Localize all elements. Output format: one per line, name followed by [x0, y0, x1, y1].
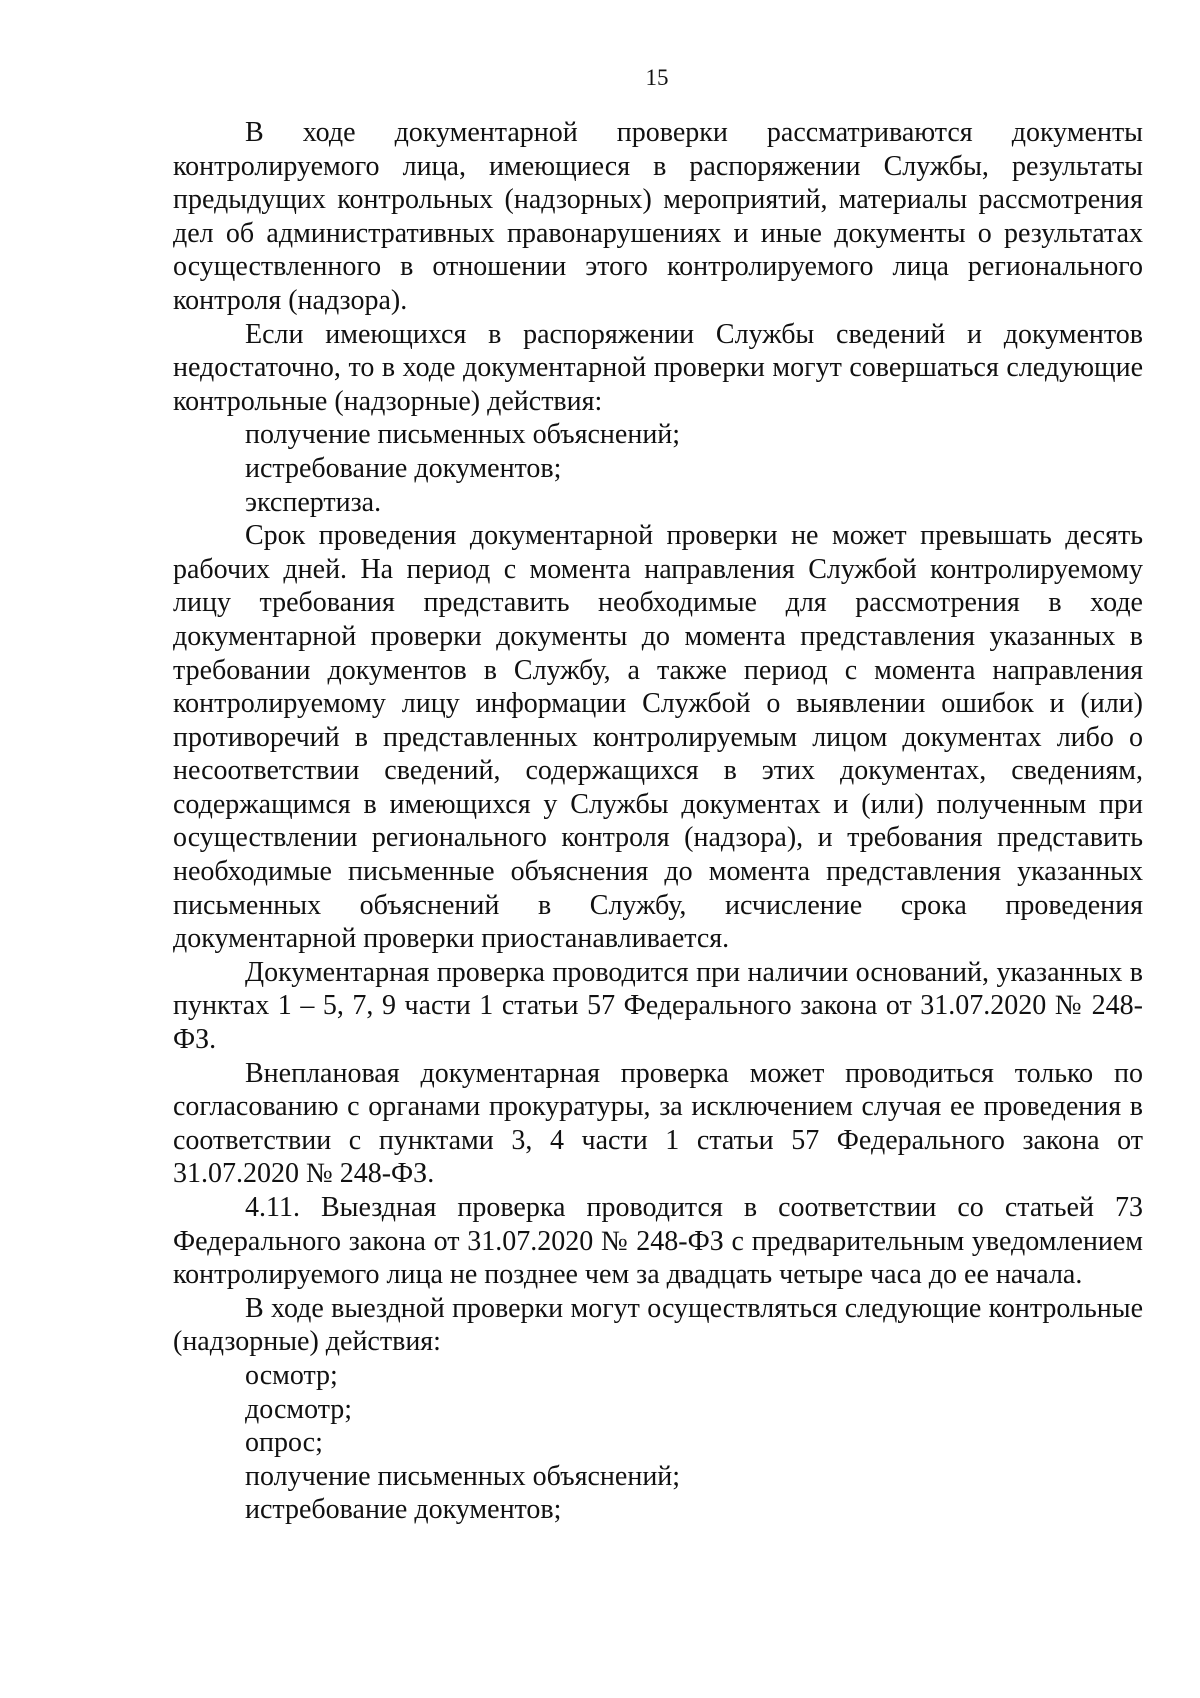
paragraph-unscheduled-review: Внеплановая документарная проверка может проводиться только по согласованию с органами прокуратуры, за исключением случая ее проведения в соответствии с пунктами 3, 4 части 1 статьи 57 Федерального закона от 31.07.2020 № 248-ФЗ. — [173, 1057, 1143, 1190]
list-item: получение письменных объяснений; — [245, 419, 681, 451]
list-item: истребование документов; — [245, 452, 562, 484]
paragraph-onsite-actions: В ходе выездной проверки могут осуществляться следующие контрольные (надзорные) действия: — [173, 1292, 1143, 1358]
paragraph-documentary-review-scope: В ходе документарной проверки рассматриваются документы контролируемого лица, имеющиеся в распоряжении Службы, результаты предыдущих контрольных (надзорных) мероприятий, материалы рассмотрения дел об административных правонарушениях и иные документы о результатах осуществленного в отношении этого контролируемого лица регионального контроля (надзора). — [173, 117, 1143, 316]
list-item: опрос; — [245, 1427, 323, 1459]
list-item: экспертиза. — [245, 486, 382, 518]
list-item: истребование документов; — [245, 1494, 562, 1526]
paragraph-insufficient-information: Если имеющихся в распоряжении Службы сведений и документов недостаточно, то в ходе документарной проверки могут совершаться следующие контрольные (надзорные) действия: — [173, 318, 1143, 417]
paragraph-onsite-inspection: 4.11. Выездная проверка проводится в соответствии со статьей 73 Федерального закона от 31.07.2020 № 248-ФЗ с предварительным уведомлением контролируемого лица не позднее чем за двадцать четыре часа до ее начала. — [173, 1192, 1143, 1291]
list-item: досмотр; — [245, 1393, 353, 1425]
document-body — [173, 116, 1143, 1527]
list-item: получение письменных объяснений; — [245, 1460, 681, 1492]
paragraph-review-duration: Срок проведения документарной проверки не может превышать десять рабочих дней. На период с момента направления Службой контролируемому лицу требования представить необходимые для рассмотрения в ходе документарной проверки документы до момента представления указанных в требовании документов в Службу, а также период с момента направления контролируемому лицу информации Службой о выявлении ошибок и (или) противоречий в представленных контролируемым лицом документах либо о несоответствии сведений, содержащихся в этих документах, сведениям, содержащимся в имеющихся у Службы документах и (или) полученным при осуществлении регионального контроля (надзора), и требования представить необходимые письменные объяснения до момента представления указанных письменных объяснений в Службу, исчисление срока проведения документарной проверки приостанавливается. — [173, 520, 1143, 955]
list-item: осмотр; — [245, 1359, 338, 1391]
page-number: 15 — [645, 65, 669, 90]
paragraph-review-grounds: Документарная проверка проводится при наличии оснований, указанных в пунктах 1 – 5, 7, 9 части 1 статьи 57 Федерального закона от 31.07.2020 № 248-ФЗ. — [173, 956, 1143, 1056]
